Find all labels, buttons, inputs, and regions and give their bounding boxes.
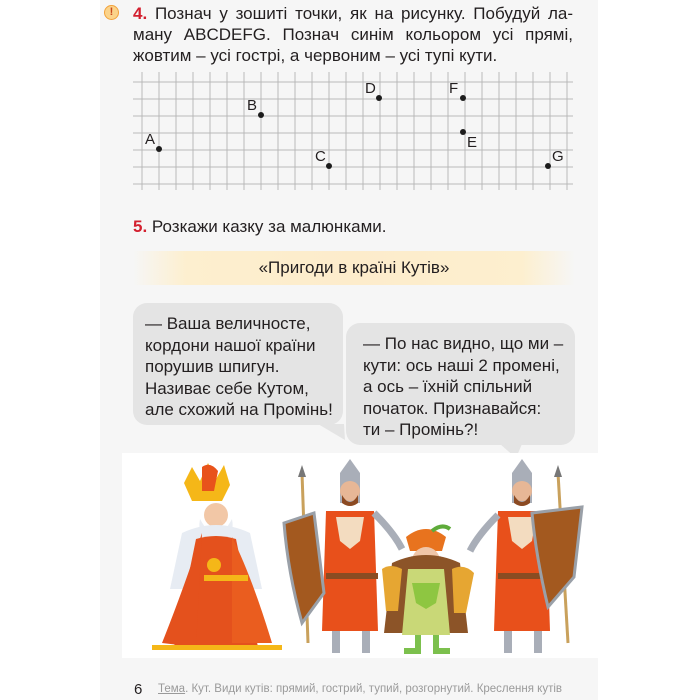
- bubble-2-line: початок. Признавайся:: [363, 398, 542, 418]
- point-b: [258, 112, 264, 118]
- guard-right-figure: [470, 459, 582, 653]
- bubble-1-line: порушив шпигун.: [145, 357, 280, 376]
- bubble-1-line: кордони нашої країни: [145, 335, 316, 355]
- task-4-line-3: жовтим – усі гострі, а червоним – усі тупі кути.: [133, 46, 498, 65]
- bubble-2-line: ти – Промінь?!: [363, 420, 479, 439]
- point-label-d: D: [365, 80, 376, 97]
- speech-bubble-1: [133, 303, 343, 425]
- point-label-b: B: [247, 97, 258, 114]
- point-f: [460, 95, 466, 101]
- bubble-1-line: але схожий на Промінь!: [145, 400, 333, 419]
- task-4-line-1: 4. Познач у зошиті точки, як на рисунку. Побудуй ла-: [133, 4, 573, 23]
- attention-icon: !: [104, 5, 119, 20]
- bubble-1-tail: [318, 424, 348, 442]
- point-label-f: F: [449, 80, 459, 97]
- task-4-text: [133, 3, 573, 66]
- story-title: «Пригоди в країні Кутів»: [133, 251, 575, 285]
- task-5-number: 5.: [133, 217, 148, 236]
- grid-paper: [133, 72, 573, 192]
- task-5-text: [133, 216, 387, 237]
- bubble-2-line: кути: ось наші 2 промені,: [363, 355, 560, 375]
- point-label-e: E: [467, 134, 478, 151]
- spy-figure: [382, 526, 474, 651]
- point-e: [460, 129, 466, 135]
- page-topic: Тема. Кут. Види кутів: прямий, гострий, тупий, розгорнутий. Креслення кутів: [158, 683, 563, 695]
- point-c: [326, 163, 332, 169]
- point-g: [545, 163, 551, 169]
- speech-bubble-2: [346, 323, 575, 445]
- king-figure: [152, 463, 282, 650]
- bubble-2-line: а ось – їхній спільний: [363, 377, 533, 396]
- bubble-1-line: Називає себе Кутом,: [145, 378, 309, 398]
- bubble-1-line: — Ваша величносте,: [145, 314, 311, 333]
- task-5-instruction: Розкажи казку за малюнками.: [151, 217, 387, 236]
- point-label-a: A: [145, 131, 156, 148]
- guard-left-figure: [284, 459, 402, 653]
- point-label-g: G: [552, 148, 564, 165]
- point-label-c: C: [315, 148, 326, 165]
- bubble-2-line: — По нас видно, що ми –: [363, 334, 564, 353]
- task-4-line-2: ману ABCDEFG. Познач синім кольором усі прямі,: [133, 25, 573, 44]
- page-number: 6: [134, 681, 143, 698]
- point-d: [376, 95, 382, 101]
- task-4-number: 4.: [133, 4, 148, 23]
- story-illustration: [122, 453, 598, 658]
- point-a: [156, 146, 162, 152]
